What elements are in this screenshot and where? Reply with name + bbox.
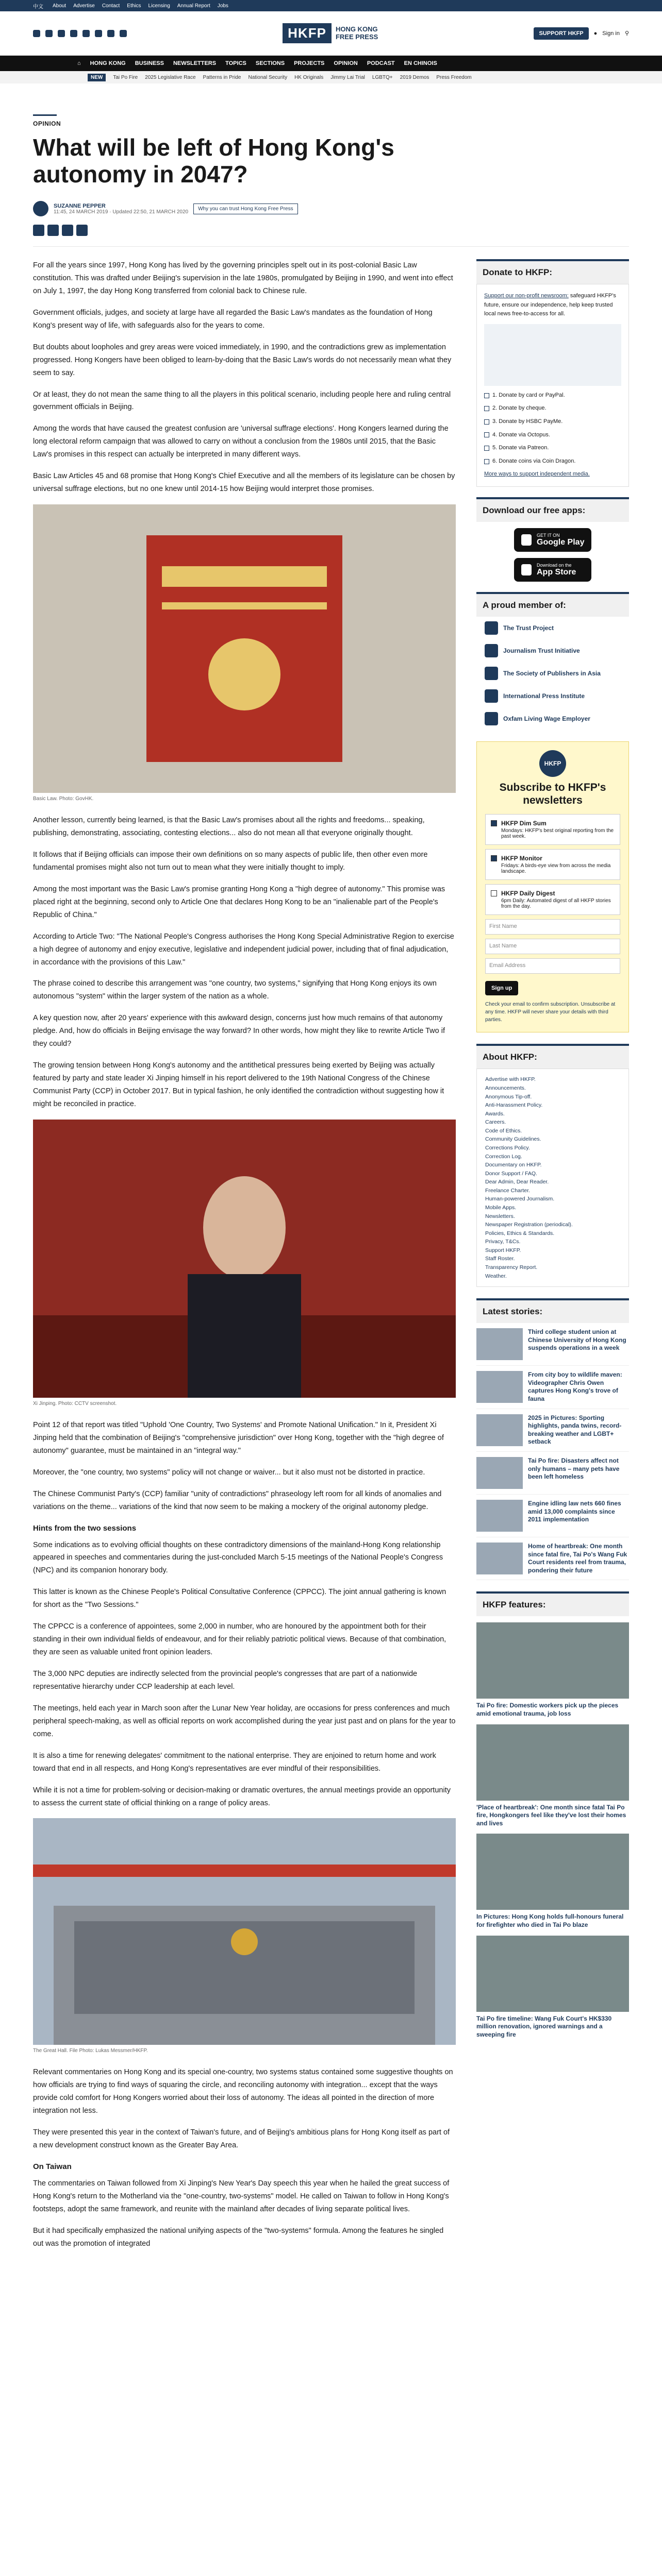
publish-dates: 11:45, 24 MARCH 2019 · Updated 22:50, 21 MARCH 2020 (54, 209, 189, 215)
support-button[interactable]: SUPPORT HKFP (534, 27, 588, 40)
youtube-icon[interactable] (82, 30, 90, 37)
about-link[interactable]: Dear Admin, Dear Reader. (485, 1179, 549, 1185)
trust-badge[interactable]: Why you can trust Hong Kong Free Press (193, 204, 298, 214)
newsletter-option-desc: Mondays: HKFP's best original reporting from the past week. (501, 828, 614, 840)
trending-link[interactable]: LGBTQ+ (372, 74, 393, 80)
paragraph: According to Article Two: "The National People's Congress authorises the Hong Kong Special Administrative Region to exercise a high degree of autonomy and enjoy executive, legislative and independent judicial power, including that of final adjudication, in accordance with the provisions of this Law." (33, 932, 454, 967)
great-hall-illustration (33, 1818, 456, 2045)
trending-link[interactable]: National Security (248, 74, 288, 80)
checkbox-checked-icon (491, 820, 497, 826)
latest-story[interactable] (476, 1495, 629, 1537)
story-thumbnail (476, 1371, 523, 1403)
nav-item[interactable]: PROJECTS (294, 60, 325, 66)
about-link[interactable]: Weather. (485, 1273, 507, 1279)
about-link[interactable]: Corrections Policy. (485, 1144, 530, 1151)
nav-item[interactable]: EN CHINOIS (404, 60, 437, 66)
social-icons (33, 30, 127, 37)
jti-icon (485, 644, 498, 657)
member-org-name: International Press Institute (503, 692, 585, 700)
paragraph: It follows that if Beijing officials can impose their own definitions on so many aspects of public life, then other even more fundamental promises might also not turn out to mean what they were initially thought to imply. (33, 850, 428, 872)
logo-mark: HKFP (283, 23, 332, 43)
sidebar (476, 259, 629, 2259)
share-buttons (33, 225, 629, 247)
share-email-icon[interactable] (76, 225, 88, 236)
story-title: Third college student union at Chinese University of Hong Kong suspends operations in a week (528, 1328, 626, 1352)
trending-link[interactable]: 2019 Demos (400, 74, 429, 80)
basic-law-image (33, 504, 456, 793)
article-wrapper (0, 114, 662, 2259)
newsletter-option-desc: 6pm Daily: Automated digest of all HKFP stories from the day. (501, 898, 611, 910)
member-org-name: The Society of Publishers in Asia (503, 669, 601, 677)
app-store-small: Download on the (537, 562, 572, 568)
section-heading: On Taiwan (33, 2162, 72, 2172)
member-org-name: The Trust Project (503, 624, 554, 632)
feature-story[interactable] (476, 1724, 629, 1828)
checkbox-icon (484, 406, 489, 411)
story-title: 2025 in Pictures: Sporting highlights, panda twins, record-breaking weather and LGBT+ setback (528, 1414, 622, 1446)
newsletter-option-name: HKFP Daily Digest (501, 890, 555, 897)
paragraph: The meetings, held each year in March soon after the Lunar New Year holiday, are occasions for press conferences and much peripheral speech-making, as well as official reports on work accomplished during the year just past and on plans for the year to come. (33, 1704, 456, 1738)
checkbox-icon (484, 432, 489, 437)
about-link[interactable]: Privacy, T&Cs. (485, 1239, 521, 1245)
about-link[interactable]: Careers. (485, 1119, 506, 1126)
section-heading: Hints from the two sessions (33, 1523, 137, 1533)
image-caption: Xi Jinping. Photo: CCTV screenshot. (33, 1400, 117, 1406)
donate-option-label: 4. Donate via Octopus. (492, 431, 550, 438)
about-link[interactable]: Freelance Charter. (485, 1187, 530, 1194)
trust-project-icon (485, 621, 498, 635)
member-widget-title: A proud member of: (476, 592, 629, 617)
member-org-name: Oxfam Living Wage Employer (503, 715, 590, 722)
latest-story[interactable] (476, 1323, 629, 1366)
google-play-button[interactable] (514, 528, 591, 552)
paragraph: Relevant commentaries on Hong Kong and its special one-country, two systems status contained some suggestive thoughts on how officials are trying to find ways of squaring the circle, and reconciling autonomy with integration... except that the ways provide cold comfort for Hong Kongers worried about their loss of autonomy. The ideas all pointed in the direction of more integration not less. (33, 2068, 453, 2115)
about-link[interactable]: Newsletters. (485, 1213, 515, 1219)
utility-link[interactable]: About (53, 3, 67, 9)
paragraph: Or at least, they do not mean the same thing to all the players in this political scenario, including people here and ruling central government officials in Beijing. (33, 390, 451, 412)
nav-item[interactable]: OPINION (334, 60, 358, 66)
story-thumbnail (476, 1543, 523, 1574)
checkbox-checked-icon (491, 855, 497, 861)
about-link[interactable]: Awards. (485, 1110, 505, 1117)
trending-link[interactable]: Press Freedom (436, 74, 472, 80)
about-link[interactable]: Staff Roster. (485, 1256, 515, 1262)
donate-option-label: 2. Donate by cheque. (492, 405, 547, 412)
newsletter-option[interactable] (485, 849, 620, 880)
member-org[interactable] (476, 707, 629, 730)
basic-law-illustration (33, 504, 456, 793)
feature-image (476, 1724, 629, 1801)
feature-story[interactable] (476, 1834, 629, 1929)
member-org[interactable] (476, 617, 629, 639)
donate-option-label: 6. Donate coins via Coin Dragon. (492, 457, 576, 464)
feature-image (476, 1834, 629, 1910)
feature-title: Tai Po fire: Domestic workers pick up the pieces amid emotional trauma, job loss (476, 1702, 619, 1717)
newsletter-option-desc: Fridays: A birds-eye view from across the media landscape. (501, 863, 611, 875)
about-link[interactable]: Announcements. (485, 1084, 526, 1091)
paragraph: They were presented this year in the context of Taiwan's future, and of Beijing's ambitious plans for Hong Kong itself as part of a new development construct known as the Greater Bay Area. (33, 2128, 450, 2150)
about-link[interactable]: Newspaper Registration (periodical). (485, 1222, 573, 1228)
donate-intro (484, 292, 621, 319)
about-link[interactable]: Code of Ethics. (485, 1127, 522, 1134)
paragraph: The 3,000 NPC deputies are indirectly selected from the provincial people's congresses that are part of a nationwide representative hierarchy under CCP leadership at each level. (33, 1670, 418, 1691)
share-facebook-icon[interactable] (33, 225, 44, 236)
home-icon[interactable]: ⌂ (77, 60, 81, 66)
paragraph: The Chinese Communist Party's (CCP) familiar "unity of contradictions" phraseology left room for all kinds of anomalies and variations on the theme... variations of the kind that now seem to be making a mockery of the original autonomy pledge. (33, 1489, 442, 1511)
image-caption: Basic Law. Photo: GovHK. (33, 796, 94, 802)
paragraph: This latter is known as the Chinese People's Political Consultative Conference (CPPCC). The joint annual gathering is known for short as the "Two Sessions." (33, 1588, 446, 1609)
trending-link[interactable]: Tai Po Fire (113, 74, 138, 80)
signup-button[interactable]: Sign up (485, 981, 518, 995)
donate-intro-link[interactable]: Support our non-profit newsroom: (484, 293, 569, 299)
language-link[interactable]: 中文 (33, 4, 43, 10)
first-name-input[interactable]: First Name (485, 919, 620, 935)
latest-story[interactable] (476, 1537, 629, 1580)
about-link[interactable]: Support HKFP. (485, 1247, 521, 1253)
search-icon[interactable]: ⚲ (624, 30, 629, 37)
paragraph: Another lesson, currently being learned, is that the Basic Law's promises about all the rights and freedoms... speaking, publishing, demonstrating, associating, contesting elections... also do not mean all that everyone originally thought. (33, 816, 425, 838)
story-title: Tai Po fire: Disasters affect not only humans – many pets have been left homeless (528, 1456, 620, 1481)
x-icon[interactable] (45, 30, 53, 37)
about-list (476, 1069, 629, 1287)
paragraph: The phrase coined to describe this arrangement was "one country, two systems," signifying that Hong Kong enjoys its own autonomous "system" within the larger system of the nation as a whole. (33, 979, 437, 1001)
about-link[interactable]: Community Guidelines. (485, 1136, 541, 1143)
oxfam-icon (485, 712, 498, 725)
great-hall-image (33, 1818, 456, 2045)
about-link[interactable]: Anonymous Tip-off. (485, 1093, 532, 1100)
logo-text (336, 26, 378, 41)
utility-link[interactable]: Jobs (217, 3, 228, 9)
member-org[interactable] (476, 639, 629, 662)
trending-link[interactable]: 2025 Legislative Race (145, 74, 196, 80)
feature-title: Tai Po fire timeline: Wang Fuk Court's HK$330 million renovation, ignored warnings and a sweeping fire (476, 2014, 612, 2038)
story-title: From city boy to wildlife maven: Videographer Chris Owen captures Hong Kong's trove of fauna (528, 1371, 622, 1402)
donate-banner-image (484, 324, 621, 386)
about-link[interactable]: Donor Support / FAQ. (485, 1170, 537, 1177)
site-logo[interactable] (283, 23, 378, 43)
sopa-icon (485, 667, 498, 680)
features-list (476, 1622, 629, 2039)
newsletter-title: Subscribe to HKFP's newsletters (499, 781, 606, 807)
paragraph: The commentaries on Taiwan followed from Xi Jinping's New Year's Day speech this year when he hailed the great success of Hong Kong's return to the Motherland via the "one-country, two-systems" model. He called on Taiwan to follow in Hong Kong's footsteps, adopt the same framework, and reunite with the mainland after decades of living separate political lives. (33, 2179, 450, 2213)
paragraph: Moreover, the "one country, two systems" policy will not change or waiver... but it also must not be distorted in practice. (33, 1468, 425, 1477)
utility-link[interactable]: Annual Report (177, 3, 210, 9)
feature-image (476, 1622, 629, 1699)
utility-link[interactable]: Ethics (127, 3, 141, 9)
checkbox-icon (484, 419, 489, 425)
utility-link[interactable]: Licensing (148, 3, 170, 9)
app-store-label: App Store (537, 567, 576, 577)
share-x-icon[interactable] (47, 225, 59, 236)
checkbox-icon (491, 890, 497, 896)
author-name[interactable]: SUZANNE PEPPER (54, 202, 106, 209)
story-thumbnail (476, 1414, 523, 1446)
paragraph: Among the words that have caused the greatest confusion are 'universal suffrage elections'. Hong Kongers learned during the long electoral reform campaign that was allowed to carry on without a conclusion from the 1980s until 2015, that the Basic Law's promises in this respect can actually be interpreted in many different ways. (33, 425, 449, 459)
donate-option[interactable] (484, 444, 621, 453)
nav-item[interactable]: TOPICS (225, 60, 246, 66)
logo-line-2: FREE PRESS (335, 32, 378, 41)
feature-title: 'Place of heartbreak': One month since fatal Tai Po fire, Hongkongers feel like they've lost their homes and lives (476, 1803, 626, 1827)
paragraph: Some indications as to evolving official thoughts on these contradictory dimensions of the mainland-Hong Kong relationship appeared in speeches and commentaries during the just-concluded March 5-15 meetings of the National People's Congress (NPC) and its companion honorary body. (33, 1540, 443, 1575)
more-ways-link[interactable]: More ways to support independent media. (484, 471, 590, 478)
paragraph: While it is not a time for problem-solving or decision-making or dramatic overtures, the annual meetings provide an opportunity to assess the current state of official thinking on a range of policy areas. (33, 1786, 451, 1807)
latest-widget-title: Latest stories: (476, 1298, 629, 1323)
paragraph: Point 12 of that report was titled "Uphold 'One Country, Two Systems' and Promote National Unification." In it, President Xi Jinping held that the combination of Beijing's "comprehensive jurisdiction" over Hong Kong, together with the "high degree of autonomy" guarantee, must be maintained in an "integral way." (33, 1420, 444, 1455)
nav-item[interactable]: BUSINESS (135, 60, 164, 66)
checkbox-icon (484, 393, 489, 398)
utility-link[interactable]: Contact (102, 3, 120, 9)
user-icon[interactable]: ● (593, 30, 598, 37)
trending-bar (0, 71, 662, 83)
about-link[interactable]: Documentary on HKFP. (485, 1162, 542, 1168)
trending-link[interactable]: Patterns in Pride (203, 74, 241, 80)
newsletter-logo: HKFP (539, 750, 566, 777)
feature-image (476, 1936, 629, 2012)
paragraph: It is also a time for renewing delegates' commitment to the national enterprise. They are enjoined to return home and work toward that end in all respects, and Hong Kong's representatives are ever mindful of their responsibilities. (33, 1751, 436, 1773)
xi-jinping-image (33, 1120, 456, 1398)
story-thumbnail (476, 1457, 523, 1489)
newsletter-widget (476, 741, 629, 1032)
donate-option[interactable] (484, 391, 621, 400)
donate-widget (476, 284, 629, 487)
nav-item[interactable]: SECTIONS (255, 60, 285, 66)
paragraph: Government officials, judges, and society at large have all regarded the Basic Law's mandates as the foundation of Hong Kong's present way of life, with safeguards also for the years to come. (33, 308, 433, 330)
feature-story[interactable] (476, 1936, 629, 2039)
story-title: Home of heartbreak: One month since fatal fire, Tai Po's Wang Fuk Court residents reel from trauma, pondering their future (528, 1542, 627, 1574)
content-columns (33, 259, 629, 2259)
feature-title: In Pictures: Hong Kong holds full-honours funeral for firefighter who died in Tai Po blaze (476, 1913, 624, 1928)
newsletter-option-name: HKFP Monitor (501, 855, 542, 862)
latest-stories-list (476, 1323, 629, 1580)
nav-item[interactable]: PODCAST (367, 60, 395, 66)
utility-links (53, 3, 228, 9)
app-store-button[interactable] (514, 558, 591, 582)
about-link[interactable]: Correction Log. (485, 1153, 522, 1160)
rss-icon[interactable] (120, 30, 127, 37)
paragraph: Among the most important was the Basic Law's promise granting Hong Kong a "high degree of autonomy." This promise was placed right at the beginning, second only to Article One that declares Hong Kong to be an "inalienable part of the People's Republic of China." (33, 885, 445, 919)
paragraph: Basic Law Articles 45 and 68 promise that Hong Kong's Chief Executive and all the members of its legislature can be chosen by universal suffrage elections, but no one knew until 2014-15 how Beijing would interpret those promises. (33, 472, 455, 494)
member-org-name: Journalism Trust Initiative (503, 647, 580, 654)
newsletter-option[interactable] (485, 814, 620, 845)
last-name-input[interactable]: Last Name (485, 939, 620, 954)
paragraph: The growing tension between Hong Kong's autonomy and the antithetical pressures being exerted by Beijing was actually featured by party and state leader Xi Jinping himself in his report delivered to the 19th National Congress of the Chinese Communist Party (CCP) in October 2017. But in typical fashion, he only identified the contradiction without suggesting how it might be reconciled in practice. (33, 1061, 444, 1108)
about-link[interactable]: Anti-Harassment Policy. (485, 1102, 543, 1109)
latest-story[interactable] (476, 1409, 629, 1452)
about-link[interactable]: Policies, Ethics & Standards. (485, 1230, 555, 1236)
paragraph: But it had specifically emphasized the national unifying aspects of the "two-systems" formula. Among the features he singled out was the promotion of integrated (33, 2226, 444, 2248)
donate-option-label: 3. Donate by HSBC PayMe. (492, 418, 563, 425)
donate-option-label: 5. Donate via Patreon. (492, 445, 549, 451)
donate-intro-text: safeguard HKFP's future, ensure our independence, help keep trusted local news free-to-access for all. (484, 293, 616, 317)
ipi-icon (485, 689, 498, 703)
donate-option-label: 1. Donate by card or PayPal. (492, 392, 565, 398)
byline (33, 201, 629, 216)
threads-icon[interactable] (70, 30, 77, 37)
new-badge: NEW (88, 74, 106, 81)
article-title: What will be left of Hong Kong's autonomy in 2047? (33, 134, 394, 188)
newsletter-option-name: HKFP Dim Sum (501, 820, 547, 827)
email-input[interactable]: Email Address (485, 958, 620, 974)
member-org[interactable] (476, 685, 629, 707)
trending-link[interactable]: Jimmy Lai Trial (330, 74, 365, 80)
about-link[interactable]: Human-powered Journalism. (485, 1196, 555, 1202)
apps-widget-title: Download our free apps: (476, 497, 629, 522)
xi-jinping-illustration (33, 1120, 456, 1398)
donate-widget-title: Donate to HKFP: (476, 259, 629, 284)
paragraph: For all the years since 1997, Hong Kong has lived by the governing principles spelt out in its post-colonial Basic Law constitution. This was drafted under Beijing's supervision in the late 1980s, promulgated by Beijing in 1990, and went into effect on July 1, 1997, the day Hong Kong transferred from colonial back to Chinese rule. (33, 261, 453, 295)
facebook-icon[interactable] (33, 30, 40, 37)
linkedin-icon[interactable] (95, 30, 102, 37)
kicker-rule (33, 114, 57, 116)
masthead (0, 11, 662, 56)
top-utility-bar (0, 0, 662, 11)
masthead-actions (534, 27, 629, 40)
newsletter-option[interactable] (485, 884, 620, 915)
instagram-icon[interactable] (58, 30, 65, 37)
signin-link[interactable]: Sign in (602, 30, 620, 37)
checkbox-icon (484, 446, 489, 451)
logo-line-1: HONG KONG (335, 25, 378, 33)
article-kicker[interactable]: OPINION (33, 120, 61, 127)
share-whatsapp-icon[interactable] (62, 225, 73, 236)
about-widget-title: About HKFP: (476, 1044, 629, 1069)
about-link[interactable]: Advertise with HKFP. (485, 1076, 536, 1083)
donate-option[interactable] (484, 404, 621, 413)
checkbox-icon (484, 459, 489, 464)
about-link[interactable]: Transparency Report. (485, 1264, 538, 1271)
donate-option[interactable] (484, 457, 621, 466)
paragraph: But doubts about loopholes and grey areas were voiced immediately, in 1990, and the contradictions grew as implementation progressed. Hong Kongers have been obliged to learn-by-doing that the Basic Law's words do not necessarily mean what they seem to say. (33, 343, 452, 377)
story-thumbnail (476, 1328, 523, 1360)
google-play-label: Google Play (537, 537, 585, 547)
utility-link[interactable]: Advertise (73, 3, 95, 9)
about-link[interactable]: Mobile Apps. (485, 1205, 517, 1211)
nav-item[interactable]: NEWSLETTERS (173, 60, 217, 66)
feature-story[interactable] (476, 1622, 629, 1718)
author-avatar (33, 201, 48, 216)
donate-option[interactable] (484, 417, 621, 427)
latest-story[interactable] (476, 1366, 629, 1409)
trending-link[interactable]: HK Originals (294, 74, 324, 80)
google-play-small: GET IT ON (537, 532, 560, 538)
story-title: Engine idling law nets 660 fines amid 13,000 complaints since 2011 implementation (528, 1499, 621, 1523)
features-widget-title: HKFP features: (476, 1591, 629, 1616)
main-nav (0, 56, 662, 71)
image-caption: The Great Hall. File Photo: Lukas Messmer/HKFP. (33, 2048, 148, 2054)
latest-story[interactable] (476, 1452, 629, 1495)
nav-item[interactable]: HONG KONG (90, 60, 126, 66)
donate-option[interactable] (484, 431, 621, 440)
member-org[interactable] (476, 662, 629, 685)
newsletter-footnote: Check your email to confirm subscription. Unsubscribe at any time. HKFP will never share your details with third parties. (485, 1002, 616, 1023)
article-body (33, 259, 456, 2259)
story-thumbnail (476, 1500, 523, 1532)
paragraph: A key question now, after 20 years' experience with this awkward design, concerns just how much remains of that autonomy pledge. And, how do officials in Beijing envisage the way forward? In other words, how might they like to rewrite Article Two if they could? (33, 1014, 445, 1048)
telegram-icon[interactable] (107, 30, 114, 37)
paragraph: The CPPCC is a conference of appointees, some 2,000 in number, who are honoured by the appointment both for their standing in their own individual fields of endeavour, and for their reliably patriotic political views. Because of that combination, they are seen as valuable united front opinion leaders. (33, 1622, 446, 1657)
